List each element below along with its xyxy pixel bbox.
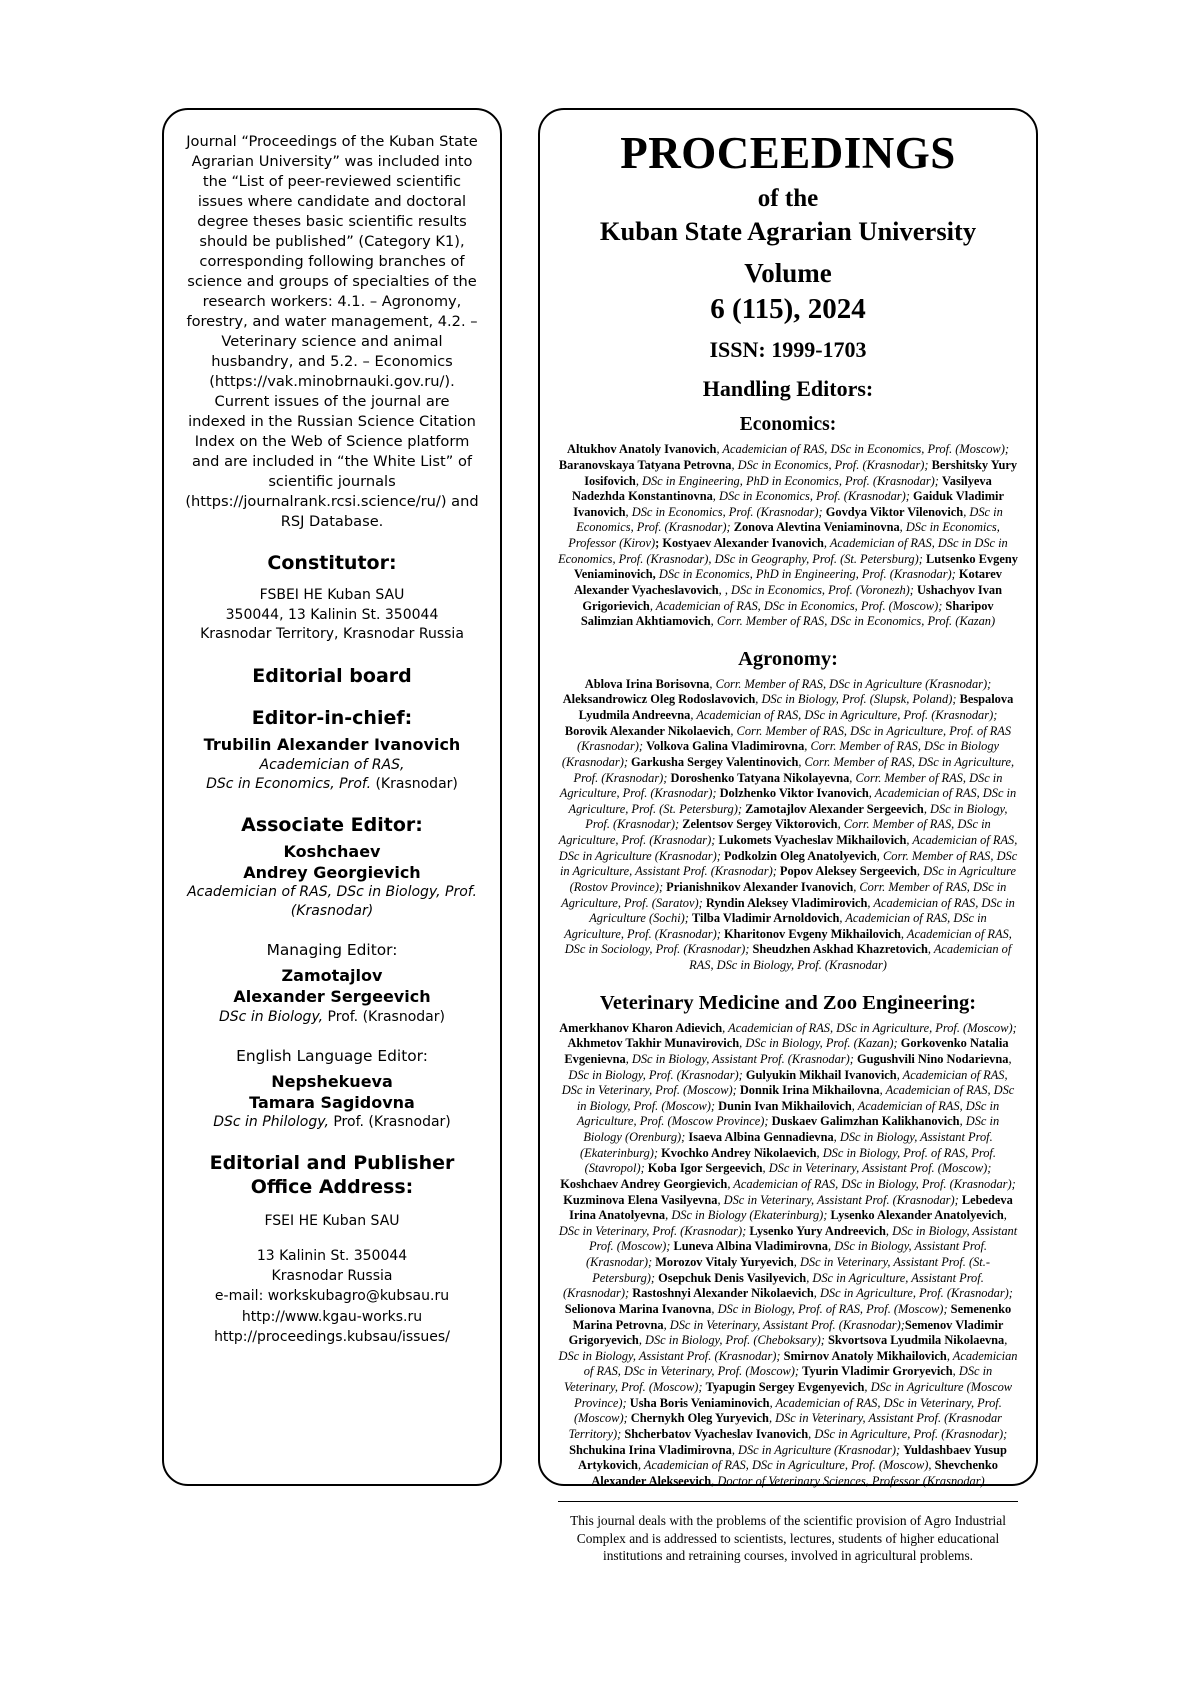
managing-editor-city: Prof. (Krasnodar) [327, 1008, 445, 1025]
associate-editor-city: (Krasnodar) [290, 903, 374, 920]
section-title-economics: Economics: [739, 414, 837, 436]
editor-in-chief-degree-line2 [184, 775, 480, 794]
title-of-the: of the [757, 185, 819, 213]
imprint-panel [162, 108, 502, 1486]
section-title-veterinary: Veterinary Medicine and Zoo Engineering: [599, 991, 977, 1014]
managing-editor-name: Zamotajlov Alexander Sergeevich [233, 966, 431, 1007]
office-organization: FSEI HE Kuban SAU [264, 1212, 400, 1229]
associate-editor-name: Koshchaev Andrey Georgievich [243, 841, 421, 882]
journal-scope-note: This journal deals with the problems of the scientific provision of Agro Industrial Complex and is addressed to scientists, lectures, students of higher educational institutions and retraining courses, involved in agricultural problems. [558, 1501, 1018, 1564]
office-address-lines: 13 Kalinin St. 350044 Krasnodar Russia e-mail: workskubagro@kubsau.ru http://www.kgau-works.ru http://proceedings.kubsau/issues/ [214, 1247, 450, 1345]
editorial-board-heading: Editorial board [252, 665, 412, 688]
managing-editor-degree-text: DSc in Biology, [219, 1008, 324, 1025]
section-members-agronomy: Ablova Irina Borisovna, Corr. Member of RAS, DSc in Agriculture (Krasnodar); Aleksandrowicz Oleg Rodoslavovich, DSc in Biology, Prof. (Slupsk, Poland); Bespalova Lyudmila Andreevna, Academician of RAS, DSc in Agriculture, Prof. (Krasnodar); Borovik Alexander Nikolaevich, Corr. Member of RAS, DSc in Agriculture, Prof. of RAS (Krasnodar); Volkova Galina Vladimirovna, Corr. Member of RAS, DSc in Biology (Krasnodar); Garkusha Sergey Valentinovich, Corr. Member of RAS, DSc in Agriculture, Prof. (Krasnodar); Doroshenko Tatyana Nikolayevna, Corr. Member of RAS, DSc in Agriculture, Prof. (Krasnodar); Dolzhenko Viktor Ivanovich, Academician of RAS, DSc in Agriculture, Prof. (St. Petersburg); Zamotajlov Alexander Sergeevich, DSc in Biology, Prof. (Krasnodar); Zelentsov Sergey Viktorovich, Corr. Member of RAS, DSc in Agriculture, Prof. (Krasnodar); Lukomets Vyacheslav Mikhailovich, Academician of RAS, DSc in Agriculture (Krasnodar); Podkolzin Oleg Anatolyevich, Corr. Member of RAS, DSc in Agriculture, Assistant Prof. (Krasnodar); Popov Aleksey Sergeevich, DSc in Agriculture (Rostov Province); Prianishnikov Alexander Ivanovich, Corr. Member of RAS, DSc in Agriculture, Prof. (Saratov); Ryndin Aleksey Vladimirovich, Academician of RAS, DSc in Agriculture (Sochi); Tilba Vladimir Arnoldovich, Academician of RAS, DSc in Agriculture, Prof. (Krasnodar); Kharitonov Evgeny Mikhailovich, Academician of RAS, DSc in Sociology, Prof. (Krasnodar); Sheudzhen Askhad Khazretovich, Academician of RAS, DSc in Biology, Prof. (Krasnodar) [558, 676, 1018, 972]
issn: ISSN: 1999-1703 [709, 337, 867, 363]
english-editor-degree-text: DSc in Philology, [213, 1114, 329, 1131]
journal-inclusion-statement: Journal “Proceedings of the Kuban State Agrarian University” was included into the “List of peer-reviewed scientific issues where candidate and doctoral degree theses basic scientific results should be published” (Category K1), corresponding following branches of science and groups of specialties of the research workers: 4.1. – Agronomy, forestry, and water management, 4.2. – Veterinary science and animal husbandry, and 5.2. – Economics (https://vak.minobrnauki.gov.ru/). Current issues of the journal are indexed in the Russian Science Citation Index on the Web of Science platform and are included in “the White List” of scientific journals (https://journalrank.rcsi.science/ru/) and RSJ Database. [185, 133, 479, 530]
associate-editor-heading: Associate Editor: [241, 813, 423, 836]
section-veterinary [558, 992, 1018, 1490]
volume-label: Volume [744, 258, 832, 289]
handling-editors-heading: Handling Editors: [702, 376, 874, 402]
masthead-panel [538, 108, 1038, 1564]
editor-in-chief-city: (Krasnodar) [375, 776, 458, 792]
section-agronomy [558, 648, 1018, 974]
associate-editor-degree: Academician of RAS, DSc in Biology, Prof. [187, 884, 477, 901]
managing-editor-degree [184, 1008, 480, 1027]
volume-value: 6 (115), 2024 [710, 293, 866, 326]
english-editor-degree [184, 1113, 480, 1132]
section-economics [558, 414, 1018, 630]
editor-in-chief-degree-line1: Academician of RAS, [259, 757, 405, 774]
page-title: PROCEEDINGS [620, 128, 956, 178]
english-editor-city: Prof. (Krasnodar) [333, 1114, 451, 1131]
managing-editor-label: Managing Editor: [266, 941, 398, 960]
editor-in-chief-degree-text: DSc in Economics, Prof. [206, 776, 372, 792]
section-members-economics: Altukhov Anatoly Ivanovich, Academician of RAS, DSc in Economics, Prof. (Moscow); Baranovskaya Tatyana Petrovna, DSc in Economics, Prof. (Krasnodar); Bershitsky Yury Iosifovich, DSc in Engineering, PhD in Economics, Prof. (Krasnodar); Vasilyeva Nadezhda Konstantinovna, DSc in Economics, Prof. (Krasnodar); Gaiduk Vladimir Ivanovich, DSc in Economics, Prof. (Krasnodar); Govdya Viktor Vilenovich, DSc in Economics, Prof. (Krasnodar); Zonova Alevtina Veniaminovna, DSc in Economics, Professor (Kirov); Kostyaev Alexander Ivanovich, Academician of RAS, DSc in DSc in Economics, Prof. (Krasnodar), DSc in Geography, Prof. (St. Petersburg); Lutsenko Evgeny Veniaminovich, DSc in Economics, PhD in Engineering, Prof. (Krasnodar); Kotarev Alexander Vyacheslavovich, , DSc in Economics, Prof. (Voronezh); Ushachyov Ivan Grigorievich, Academician of RAS, DSc in Economics, Prof. (Moscow); Sharipov Salimzian Akhtiamovich, Corr. Member of RAS, DSc in Economics, Prof. (Kazan) [558, 442, 1018, 629]
section-title-agronomy: Agronomy: [738, 647, 838, 670]
constitutor-heading: Constitutor: [267, 551, 397, 574]
editorial-sections [558, 414, 1018, 1489]
constitutor-address: FSBEI HE Kuban SAU 350044, 13 Kalinin St. 350044 Krasnodar Territory, Krasnodar Russia [200, 586, 464, 643]
university-name: Kuban State Agrarian University [599, 216, 977, 247]
english-editor-label: English Language Editor: [236, 1046, 428, 1065]
editor-in-chief-name: Trubilin Alexander Ivanovich [203, 735, 461, 755]
english-editor-name: Nepshekueva Tamara Sagidovna [249, 1071, 415, 1112]
editor-in-chief-heading: Editor-in-chief: [251, 707, 413, 730]
section-members-veterinary: Amerkhanov Kharon Adievich, Academician of RAS, DSc in Agriculture, Prof. (Moscow); Akhmetov Takhir Munavirovich, DSc in Biology, Prof. (Kazan); Gorkovenko Natalia Evgenievna, DSc in Biology, Assistant Prof. (Krasnodar); Gugushvili Nino Nodarievna, DSc in Biology, Prof. (Krasnodar); Gulyukin Mikhail Ivanovich, Academician of RAS, DSc in Veterinary, Prof. (Moscow); Donnik Irina Mikhailovna, Academician of RAS, DSc in Biology, Prof. (Moscow); Dunin Ivan Mikhailovich, Academician of RAS, DSc in Agriculture, Prof. (Moscow Province); Duskaev Galimzhan Kalikhanovich, DSc in Biology (Orenburg); Isaeva Albina Gennadievna, DSc in Biology, Assistant Prof. (Ekaterinburg); Kvochko Andrey Nikolaevich, DSc in Biology, Prof. of RAS, Prof. (Stavropol); Koba Igor Sergeevich, DSc in Veterinary, Assistant Prof. (Moscow); Koshchaev Andrey Georgievich, Academician of RAS, DSc in Biology, Prof. (Krasnodar); Kuzminova Elena Vasilyevna, DSc in Veterinary, Assistant Prof. (Krasnodar); Lebedeva Irina Anatolyevna, DSc in Biology (Ekaterinburg); Lysenko Alexander Anatolyevich, DSc in Veterinary, Prof. (Krasnodar); Lysenko Yury Andreevich, DSc in Biology, Assistant Prof. (Moscow); Luneva Albina Vladimirovna, DSc in Biology, Assistant Prof. (Krasnodar); Morozov Vitaly Yuryevich, DSc in Veterinary, Assistant Prof. (St.-Petersburg); Osepchuk Denis Vasilyevich, DSc in Agriculture, Assistant Prof. (Krasnodar); Rastoshnyi Alexander Nikolaevich, DSc in Agriculture, Prof. (Krasnodar); Selionova Marina Ivanovna, DSc in Biology, Prof. of RAS, Prof. (Moscow); Semenenko Marina Petrovna, DSc in Veterinary, Assistant Prof. (Krasnodar);Semenov Vladimir Grigoryevich, DSc in Biology, Prof. (Cheboksary); Skvortsova Lyudmila Nikolaevna, DSc in Biology, Assistant Prof. (Krasnodar); Smirnov Anatoly Mikhailovich, Academician of RAS, DSc in Veterinary, Prof. (Moscow); Tyurin Vladimir Groryevich, DSc in Veterinary, Prof. (Moscow); Tyapugin Sergey Evgenyevich, DSc in Agriculture (Moscow Province); Usha Boris Veniaminovich, Academician of RAS, DSc in Veterinary, Prof. (Moscow); Chernykh Oleg Yuryevich, DSc in Veterinary, Assistant Prof. (Krasnodar Territory); Shcherbatov Vyacheslav Ivanovich, DSc in Agriculture, Prof. (Krasnodar); Shchukina Irina Vladimirovna, DSc in Agriculture (Krasnodar); Yuldashbaev Yusup Artykovich, Academician of RAS, DSc in Agriculture, Prof. (Moscow), Shevchenko Alexander Alekseevich, Doctor of Veterinary Sciences, Professor (Krasnodar) [558, 1020, 1018, 1488]
office-address-heading: Editorial and Publisher Office Address: [209, 1152, 455, 1198]
